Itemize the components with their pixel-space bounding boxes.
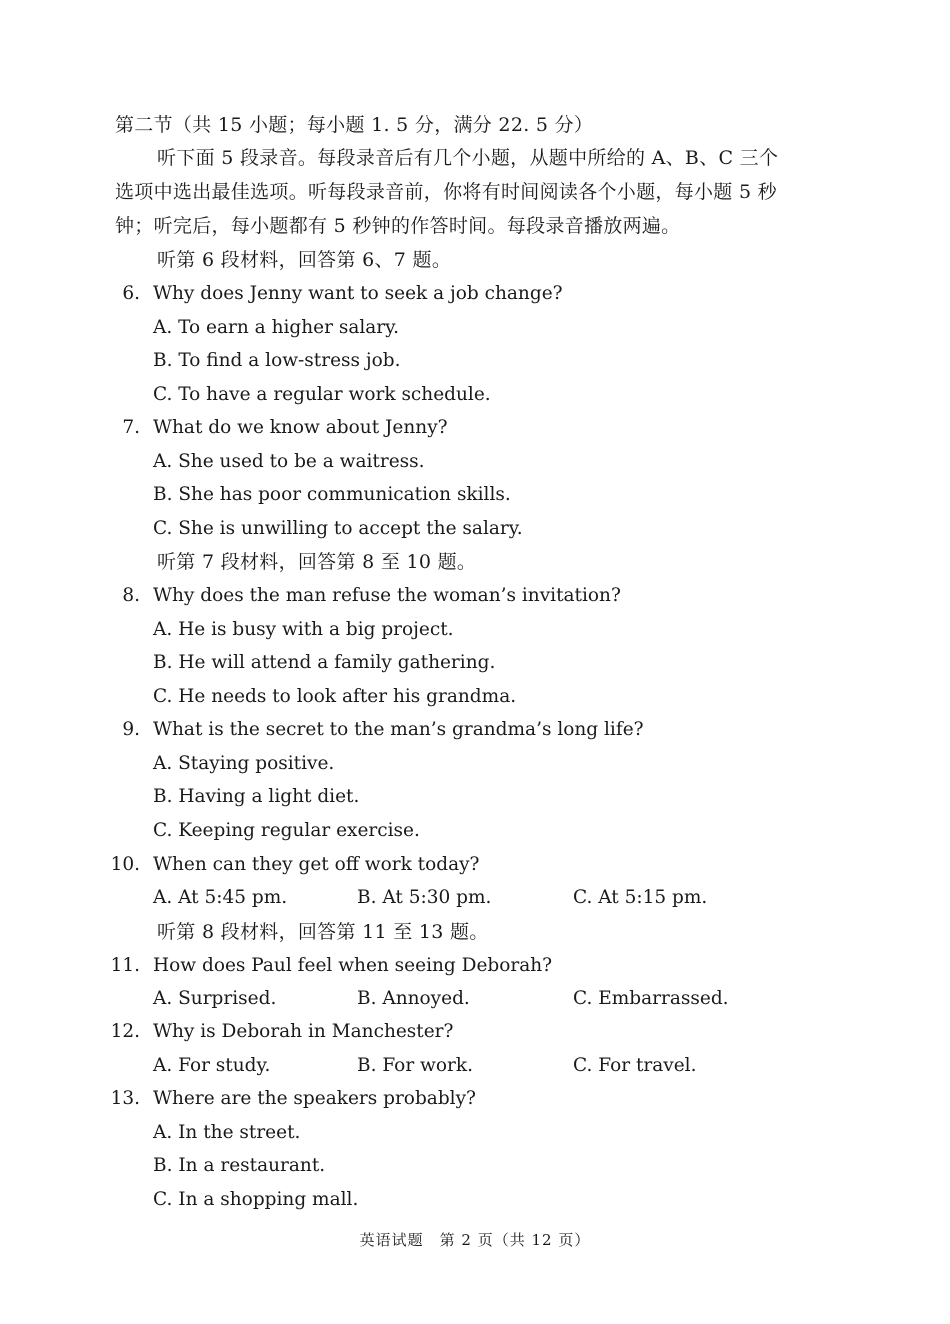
option-b: B. In a restaurant.	[153, 1155, 326, 1176]
question-text: How does Paul feel when seeing Deborah?	[153, 955, 553, 976]
option-c: C. He needs to look after his grandma.	[153, 686, 517, 707]
question-number: 9.	[122, 719, 140, 740]
option-c: C. For travel.	[573, 1055, 697, 1076]
option-c: C. To have a regular work schedule.	[153, 384, 491, 405]
question-number: 13.	[110, 1088, 140, 1109]
question-text: What do we know about Jenny?	[153, 417, 448, 438]
question-number: 12.	[110, 1021, 140, 1042]
material-7-header: 听第 7 段材料，回答第 8 至 10 题。	[157, 551, 477, 573]
option-b: B. Annoyed.	[357, 988, 470, 1009]
option-a: A. To earn a higher salary.	[153, 317, 400, 338]
option-b: B. He will attend a family gathering.	[153, 652, 496, 673]
option-b: B. To find a low-stress job.	[153, 350, 401, 371]
instruction-line-1: 听下面 5 段录音。每段录音后有几个小题，从题中所给的 A、B、C 三个	[157, 147, 779, 169]
question-text: What is the secret to the man’s grandma’s long life?	[153, 719, 644, 740]
material-8-header: 听第 8 段材料，回答第 11 至 13 题。	[157, 921, 489, 943]
option-c: C. Embarrassed.	[573, 988, 729, 1009]
question-text: When can they get off work today?	[153, 854, 480, 875]
instruction-line-3: 钟；听完后，每小题都有 5 秒钟的作答时间。每段录音播放两遍。	[115, 215, 681, 237]
option-b: B. Having a light diet.	[153, 786, 360, 807]
option-a: A. In the street.	[153, 1122, 301, 1143]
question-text: Why does the man refuse the woman’s invitation?	[153, 585, 621, 606]
question-text: Why is Deborah in Manchester?	[153, 1021, 454, 1042]
instruction-line-2: 选项中选出最佳选项。听每段录音前，你将有时间阅读各个小题，每小题 5 秒	[115, 181, 777, 203]
option-a: A. For study.	[153, 1055, 271, 1076]
question-number: 7.	[122, 417, 140, 438]
option-a: A. Staying positive.	[153, 753, 335, 774]
question-text: Where are the speakers probably?	[153, 1088, 476, 1109]
option-b: B. At 5:30 pm.	[357, 887, 492, 908]
option-a: A. Surprised.	[153, 988, 277, 1009]
material-6-header: 听第 6 段材料，回答第 6、7 题。	[157, 249, 452, 271]
question-number: 8.	[122, 585, 140, 606]
option-b: B. For work.	[357, 1055, 473, 1076]
question-number: 6.	[122, 283, 140, 304]
question-text: Why does Jenny want to seek a job change?	[153, 283, 563, 304]
option-a: A. At 5:45 pm.	[153, 887, 288, 908]
option-c: C. Keeping regular exercise.	[153, 820, 420, 841]
option-a: A. She used to be a waitress.	[153, 451, 425, 472]
option-b: B. She has poor communication skills.	[153, 484, 511, 505]
option-c: C. At 5:15 pm.	[573, 887, 708, 908]
page-footer: 英语试题 第 2 页（共 12 页）	[359, 1231, 591, 1249]
option-c: C. In a shopping mall.	[153, 1189, 359, 1210]
section-title: 第二节（共 15 小题；每小题 1. 5 分，满分 22. 5 分）	[115, 114, 594, 136]
question-number: 11.	[110, 955, 140, 976]
option-a: A. He is busy with a big project.	[153, 619, 454, 640]
question-number: 10.	[110, 854, 140, 875]
option-c: C. She is unwilling to accept the salary.	[153, 518, 523, 539]
